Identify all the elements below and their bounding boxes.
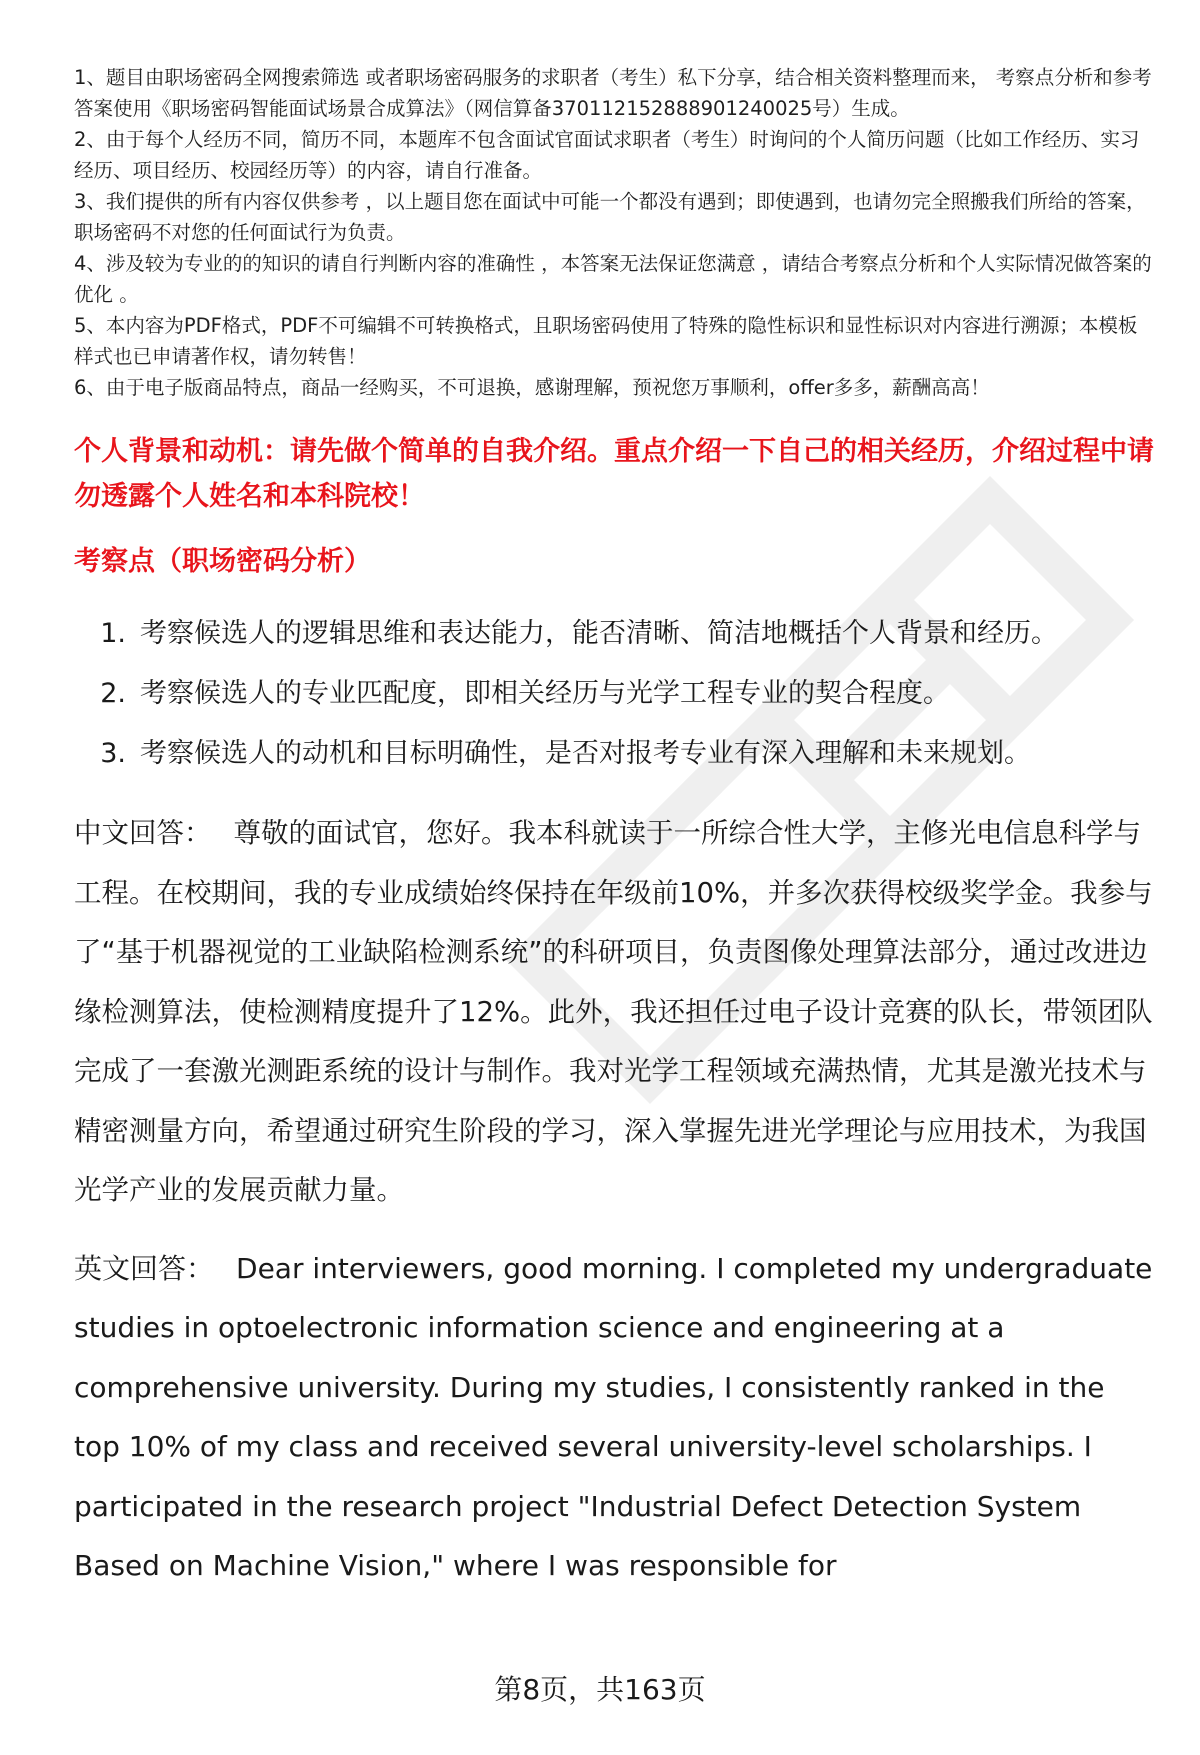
chinese-answer: [74, 804, 1154, 1221]
question-title: 个人背景和动机：请先做个简单的自我介绍。重点介绍一下自己的相关经历，介绍过程中请勿透露个人姓名和本科院校！: [74, 436, 1154, 512]
chinese-answer-text: 尊敬的面试官，您好。我本科就读于一所综合性大学，主修光电信息科学与工程。在校期间，我的专业成绩始终保持在年级前10%，并多次获得校级奖学金。我参与了“基于机器视觉的工业缺陷检测系统”的科研项目，负责图像处理算法部分，通过改进边缘检测算法，使检测精度提升了12%。此外，我还担任过电子设计竞赛的队长，带领团队完成了一套激光测距系统的设计与制作。我对光学工程领域充满热情，尤其是激光技术与精密测量方向，希望通过研究生阶段的学习，深入掌握先进光学理论与应用技术，为我国光学产业的发展贡献力量。: [74, 817, 1153, 1206]
list-item-text: 考察候选人的动机和目标明确性，是否对报考专业有深入理解和未来规划。: [140, 738, 1031, 769]
disclaimer-item: 2、由于每个人经历不同，简历不同，本题库不包含面试官面试求职者（考生）时询问的个人简历问题（比如工作经历、实习经历、项目经历、校园经历等）的内容，请自行准备。: [74, 128, 1140, 182]
list-item-text: 考察候选人的逻辑思维和表达能力，能否清晰、简洁地概括个人背景和经历。: [140, 618, 1058, 649]
list-item-text: 考察候选人的专业匹配度，即相关经历与光学工程专业的契合程度。: [140, 678, 950, 709]
disclaimer-item: 3、我们提供的所有内容仅供参考 ，以上题目您在面试中可能一个都没有遇到；即使遇到，也请勿完全照搬我们所给的答案，职场密码不对您的任何面试行为负责。: [74, 190, 1146, 244]
english-answer: [74, 1239, 1154, 1596]
disclaimer-item: 6、由于电子版商品特点，商品一经购买，不可退换，感谢理解，预祝您万事顺利，offer多多，薪酬高高！: [74, 376, 990, 399]
list-number: 2.: [100, 678, 126, 709]
english-answer-label: 英文回答：: [74, 1251, 215, 1285]
list-number: 1.: [100, 618, 126, 649]
disclaimer-block: [74, 62, 1154, 403]
list-number: 3.: [100, 738, 126, 769]
analysis-list: [74, 604, 1154, 784]
disclaimer-item: 1、题目由职场密码全网搜索筛选 或者职场密码服务的求职者（考生）私下分享，结合相关资料整理而来， 考察点分析和参考答案使用《职场密码智能面试场景合成算法》（网信算备370112152888901240025号）生成。: [74, 66, 1152, 120]
disclaimer-item: 4、涉及较为专业的的知识的请自行判断内容的准确性 ，本答案无法保证您满意 ，请结合考察点分析和个人实际情况做答案的优化 。: [74, 252, 1152, 306]
chinese-answer-label: 中文回答：: [74, 817, 212, 849]
english-answer-text: Dear interviewers, good morning. I completed my undergraduate studies in optoelectronic information science and engineering at a comprehensive university. During my studies, I consistently ranked in the top 10% of my class and received several university-level scholarships. I participated in the research project "Industrial Defect Detection System Based on Machine Vision," where I was responsible for: [74, 1251, 1153, 1582]
list-item: [74, 604, 1154, 664]
list-item: [74, 724, 1154, 784]
document-page: [74, 62, 1154, 1596]
list-item: [74, 664, 1154, 724]
page-number: 第8页，共163页: [494, 1673, 706, 1706]
analysis-heading: 考察点（职场密码分析）: [74, 546, 371, 577]
disclaimer-item: 5、本内容为PDF格式，PDF不可编辑不可转换格式，且职场密码使用了特殊的隐性标识和显性标识对内容进行溯源；本模板样式也已申请著作权，请勿转售！: [74, 314, 1138, 368]
